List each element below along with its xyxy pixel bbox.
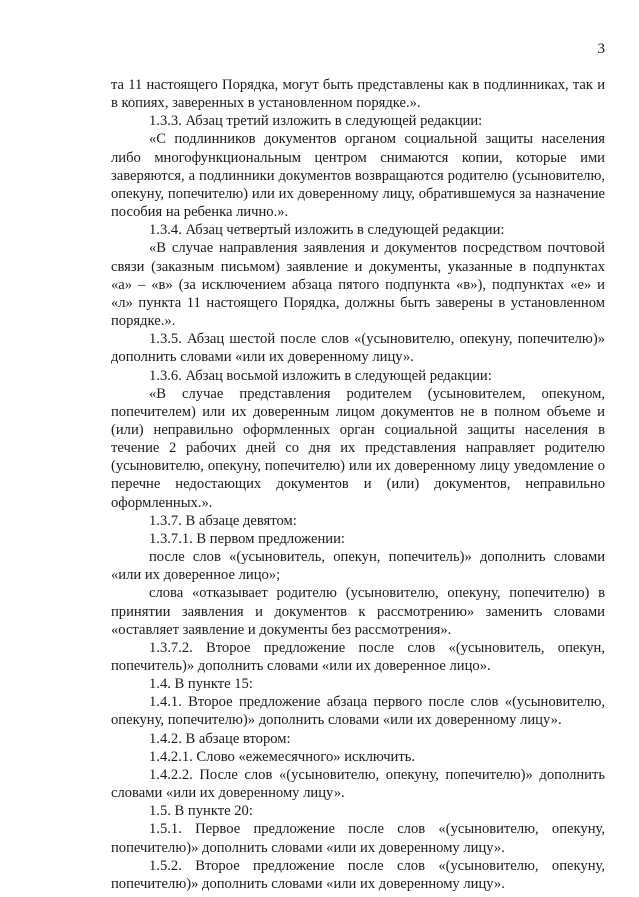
document-body — [111, 76, 605, 893]
paragraph: 1.3.7.1. В первом предложении: — [149, 530, 345, 547]
paragraph: 1.5. В пункте 20: — [149, 803, 253, 820]
paragraph: 1.5.2. Второе предложение после слов «(усыновителю, опекуну, попечителю)» дополнить словами «или их доверенному лицу». — [111, 857, 605, 892]
paragraph: после слов «(усыновитель, опекун, попечитель)» дополнить словами «или их доверенное лицо»; — [111, 549, 605, 584]
paragraph: 1.3.6. Абзац восьмой изложить в следующей редакции: — [149, 367, 492, 384]
paragraph: «В случае представления родителем (усыновителем, опекуном, попечителем) или их доверенным лицом документов не в полном объеме и (или) неправильно оформленных орган социальной защиты населения в течение 2 рабочих дней со дня их представления направляет родителю (усыновителю, опекуну, попечителю) или их доверенному лицу уведомление о перечне недостающих документов и (или) документов, неправильно оформленных.». — [111, 385, 605, 511]
paragraph: 1.4.2. В абзаце втором: — [149, 730, 291, 747]
paragraph: 1.3.4. Абзац четвертый изложить в следующей редакции: — [149, 222, 505, 239]
paragraph: «С подлинников документов органом социальной защиты населения либо многофункциональным центром снимаются копии, которые ими заверяются, а подлинники документов возвращаются родителю (усыновителю, опекуну, попечителю) или их доверенному лицу, обратившемуся за назначение пособия на ребенка лично.». — [111, 131, 605, 221]
paragraph: 1.3.5. Абзац шестой после слов «(усыновителю, опекуну, попечителю)» дополнить словами «или их доверенному лицу». — [111, 331, 605, 366]
paragraph: 1.4.2.1. Слово «ежемесячного» исключить. — [149, 748, 416, 765]
paragraph: 1.3.3. Абзац третий изложить в следующей редакции: — [149, 113, 483, 130]
paragraph: слова «отказывает родителю (усыновителю, опекуну, попечителю) в принятии заявления и документов к рассмотрению» заменить словами «оставляет заявление и документы без рассмотрения». — [111, 585, 605, 638]
paragraph: 1.3.7.2. Второе предложение после слов «(усыновитель, опекун, попечитель)» дополнить словами «или их доверенное лицо». — [111, 639, 605, 674]
paragraph: «В случае направления заявления и документов посредством почтовой связи (заказным письмом) заявление и документы, указанные в подпунктах «а» – «в» (за исключением абзаца пятого подпункта «в»), подпунктах «е» и «л» пункта 11 настоящего Порядка, должны быть заверены в установленном порядке.». — [111, 240, 605, 330]
paragraph: 1.3.7. В абзаце девятом: — [149, 512, 297, 529]
page-number: 3 — [597, 41, 605, 57]
paragraph: 1.5.1. Первое предложение после слов «(усыновителю, опекуну, попечителю)» дополнить словами «или их доверенному лицу». — [111, 821, 605, 856]
paragraph: 1.4.2.2. После слов «(усыновителю, опекуну, попечителю)» дополнить словами «или их доверенному лицу». — [111, 766, 605, 802]
paragraph: 1.4. В пункте 15: — [149, 676, 253, 693]
paragraph: та 11 настоящего Порядка, могут быть представлены как в подлинниках, так и в копиях, заверенных в установленном порядке.». — [111, 77, 605, 112]
paragraph: 1.4.1. Второе предложение абзаца первого после слов «(усыновителю, опекуну, попечителю)» дополнить словами «или их доверенному лицу». — [111, 694, 605, 729]
